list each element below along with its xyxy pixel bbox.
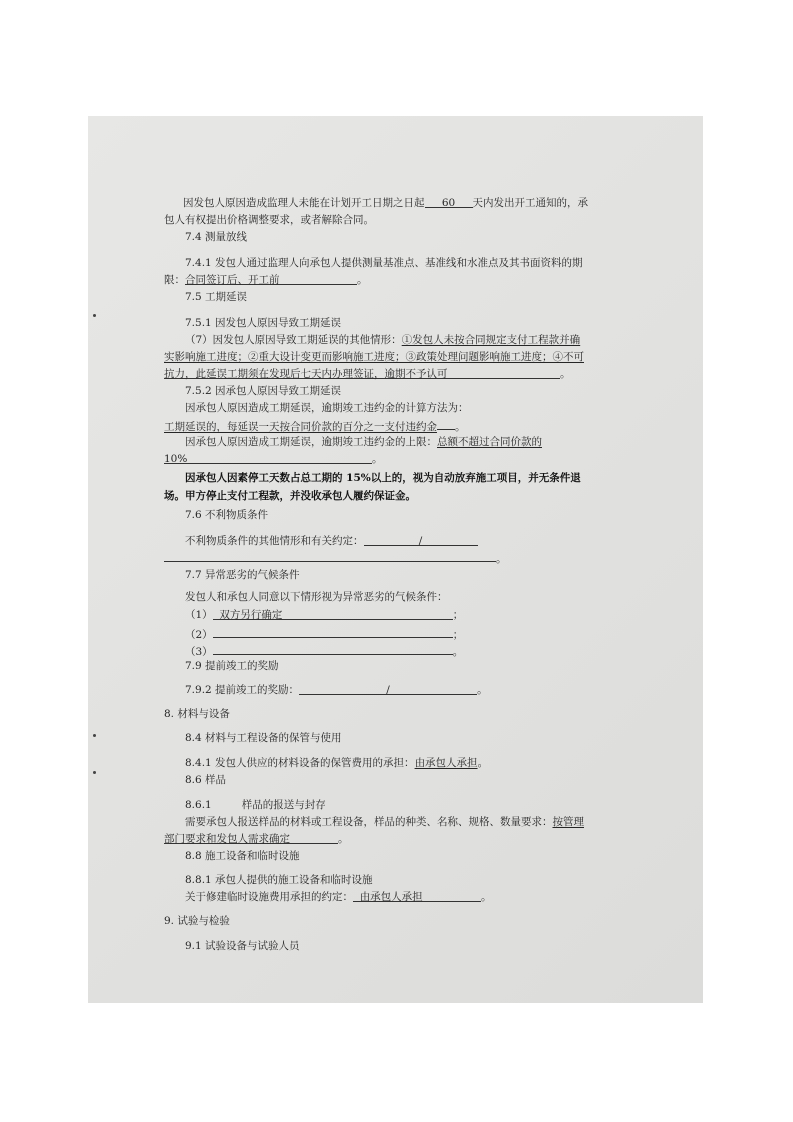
weather-item-1-blank [213,608,453,620]
binding-hole-mark [93,771,96,774]
text: 。 [452,646,464,658]
paragraph-8-8-1 [185,890,492,904]
penalty-method-line [164,418,466,434]
days-value: 60 [441,197,456,209]
text: ； [452,609,464,621]
paragraph-8-4-1 [185,756,488,770]
paragraph-7-7: 发包人和承包人同意以下情形视为异常恶劣的气候条件： [185,591,448,603]
text: 。 [496,553,507,565]
blank [164,550,496,562]
weather-item-3-blank [213,643,453,655]
paragraph-7-4-1-cont [164,273,368,287]
heading-7-9: 7.9 提前竣工的奖励 [185,660,279,672]
weather-item-1 [185,608,463,622]
heading-8-8-1: 8.8.1 承包人提供的施工设备和临时设施 [185,874,373,886]
item-label: （3） [185,646,213,658]
text: 。 [477,684,488,696]
heading-7-4: 7.4 测量放线 [185,231,248,243]
text: 天内发出开工通知的，承 [472,197,588,209]
paragraph-8-6-1 [185,815,584,829]
paragraph-7-5-2-limit [185,435,542,449]
text: 8.6.1 [185,799,212,811]
document-photo [88,116,703,1003]
penalty-method-value: 工期延误的，每延误一天按合同价款的百分之一支付违约金 [164,421,437,433]
heading-7-7: 7.7 异常恶劣的气候条件 [185,569,300,581]
text: 8.4.1 发包人供应的材料设备的保管费用的承担： [185,757,415,769]
paragraph-7-9-2 [185,683,488,697]
heading-9: 9. 试验与检验 [164,915,230,927]
adverse-conditions-blank [364,534,478,546]
paragraph-7-6 [185,534,478,548]
text: 因承包人原因造成工期延误，逾期竣工违约金的上限： [185,436,437,448]
early-completion-blank [299,683,477,695]
text: 样品的报送与封存 [241,799,326,811]
blank [437,418,455,430]
heading-7-5: 7.5 工期延误 [185,291,248,303]
sample-requirement-value: 按管理 [552,816,584,828]
adverse-conditions-line2 [164,550,507,566]
weather-item-2-blank [213,626,453,638]
text: 。 [477,757,489,769]
text: 。 [338,833,349,845]
penalty-limit-percent: 10% [164,453,188,465]
text: 因发包人原因造成监理人未能在计划开工日期之日起 [183,197,425,209]
weather-item-3 [185,643,463,659]
binding-hole-mark [93,314,96,317]
heading-8-4: 8.4 材料与工程设备的保管与使用 [185,732,342,744]
bold-clause-cont: 场。甲方停止支付工程款，并没收承包人履约保证金。 [164,490,416,502]
temp-facility-value: 由承包人承担 [359,891,423,903]
heading-7-5-2: 7.5.2 因承包人原因导致工期延误 [185,385,342,397]
temp-facility-blank [353,890,481,902]
text: 。 [372,453,383,465]
paragraph-7-5-1-cont2 [164,367,571,381]
paragraph-7-5-2: 因承包人原因造成工期延误，逾期竣工违约金的计算方法为： [185,402,469,414]
heading-9-1: 9.1 试验设备与试验人员 [185,940,300,952]
slash-value: / [418,535,423,547]
text: ； [452,629,464,641]
heading-8: 8. 材料与设备 [164,708,230,720]
paragraph-7-5-1 [185,333,580,347]
other-cases-blank [164,367,560,379]
slash-value: / [386,684,390,696]
heading-8-8: 8.8 施工设备和临时设施 [185,850,300,862]
sample-requirement-value-end: 部门要求和发包人需求确定 [164,833,290,845]
penalty-limit-value: 总额不超过合同价款的 [437,436,542,448]
heading-7-5-1: 7.5.1 因发包人原因导致工期延误 [185,317,342,329]
sample-requirement-blank [164,832,338,844]
item-label: （2） [185,629,213,641]
text: 。 [357,274,368,286]
penalty-limit-line [164,452,383,466]
other-cases-value: ①发包人未按合同规定支付工程款并确 [401,334,581,346]
weather-item-2 [185,626,463,642]
days-blank [425,196,473,208]
deadline-blank [185,273,357,285]
other-cases-value-end: 抗力，此延误工期须在发现后七天内办理签证，逾期不予认可 [164,368,448,380]
binding-hole-mark [93,734,96,737]
paragraph-7-3 [183,196,588,210]
heading-8-6: 8.6 样品 [185,774,227,786]
penalty-limit-blank [164,452,372,464]
paragraph-7-5-1-cont: 实影响施工进度；②重大设计变更而影响施工进度；③政策处理问题影响施工进度；④不可 [164,351,584,363]
text: 关于修建临时设施费用承担的约定： [185,891,353,903]
heading-7-6: 7.6 不利物质条件 [185,509,269,521]
item-label: （1） [185,609,213,621]
text: （7）因发包人原因导致工期延误的其他情形： [185,334,402,346]
text: 限： [164,274,185,286]
text: 。 [560,368,571,380]
text: 不利物质条件的其他情形和有关约定： [185,535,364,547]
text: 。 [455,421,466,433]
deadline-value: 合同签订后、开工前 [185,274,280,286]
heading-8-6-1 [185,798,326,812]
text: 。 [481,891,492,903]
sample-requirement-line2 [164,832,349,846]
paragraph-7-3-cont: 包人有权提出价格调整要求，或者解除合同。 [164,214,374,226]
weather-item-1-value: 双方另行确定 [219,609,283,621]
storage-cost-value: 由承包人承担 [414,757,478,769]
paragraph-7-4-1: 7.4.1 发包人通过监理人向承包人提供测量基准点、基准线和水准点及其书面资料的期 [185,257,583,269]
text: 7.9.2 提前竣工的奖励： [185,684,300,696]
text: 需要承包人报送样品的材料或工程设备，样品的种类、名称、规格、数量要求： [185,816,553,828]
bold-clause: 因承包人因素停工天数占总工期的 15%以上的，视为自动放弃施工项目，并无条件退 [185,472,581,484]
